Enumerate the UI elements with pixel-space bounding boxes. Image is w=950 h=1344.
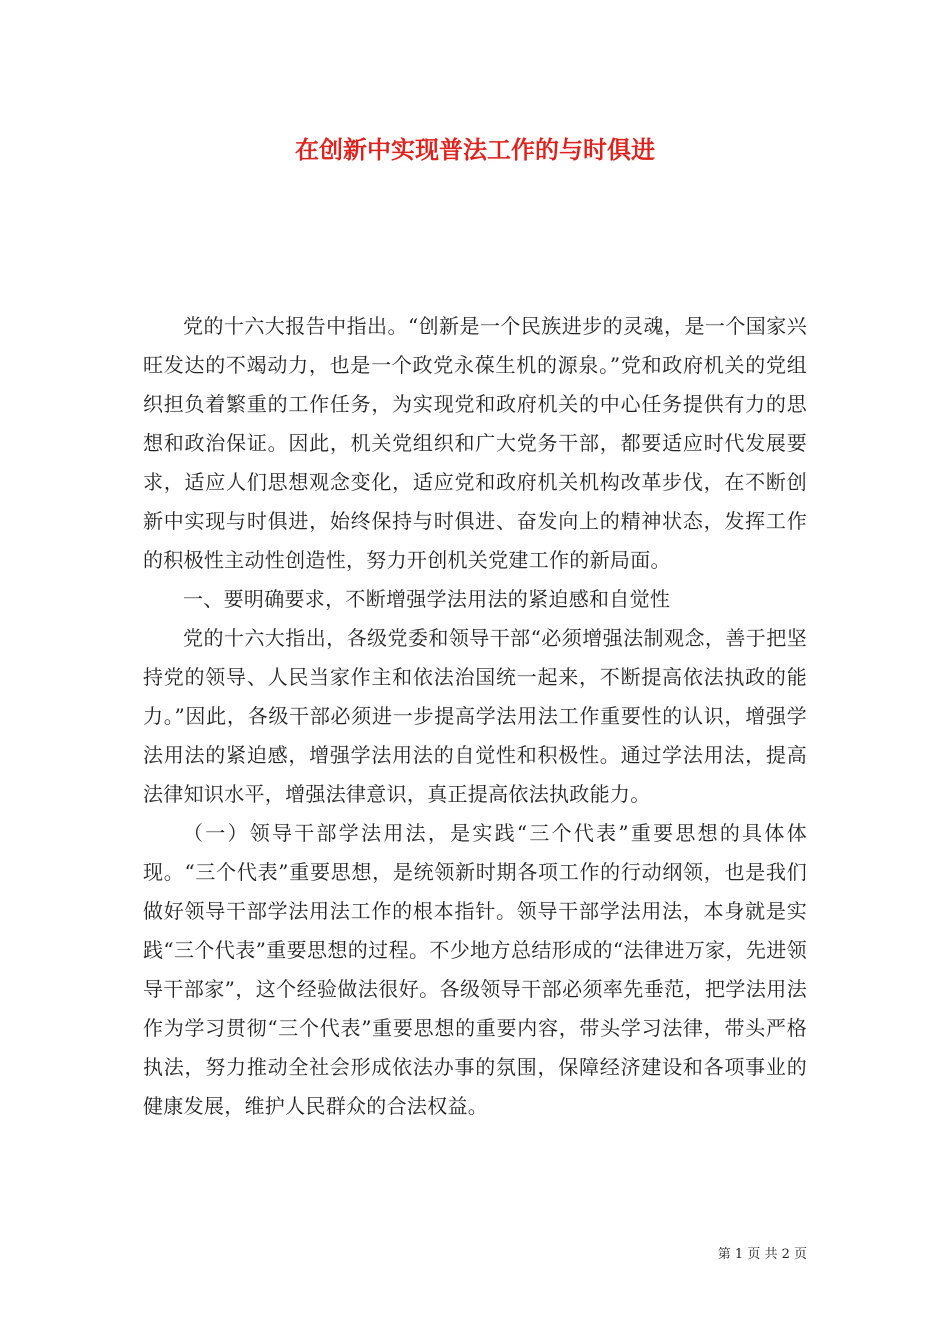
section-heading-1: 一、要明确要求，不断增强学法用法的紧迫感和自觉性 bbox=[183, 587, 671, 611]
document-body bbox=[143, 307, 807, 1126]
paragraph-intro: 党的十六大报告中指出。“创新是一个民族进步的灵魂，是一个国家兴旺发达的不竭动力，也是一个政党永葆生机的源泉。”党和政府机关的党组织担负着繁重的工作任务，为实现党和政府机关的中心任务提供有力的思想和政治保证。因此，机关党组织和广大党务干部，都要适应时代发展要求，适应人们思想观念变化，适应党和政府机关机构改革步伐，在不断创新中实现与时俱进，始终保持与时俱进、奋发向上的精神状态，发挥工作的积极性主动性创造性，努力开创机关党建工作的新局面。 bbox=[143, 314, 807, 572]
page-number: 第 1 页 共 2 页 bbox=[717, 1247, 807, 1262]
paragraph-section-1: 党的十六大指出，各级党委和领导干部“必须增强法制观念，善于把坚持党的领导、人民当家作主和依法治国统一起来，不断提高依法执政的能力。”因此，各级干部必须进一步提高学法用法工作重要性的认识，增强学法用法的紧迫感，增强学法用法的自觉性和积极性。通过学法用法，提高法律知识水平，增强法律意识，真正提高依法执政能力。 bbox=[143, 626, 807, 806]
document-title: 在创新中实现普法工作的与时俱进 bbox=[295, 135, 655, 164]
paragraph-subsection-1: （一）领导干部学法用法，是实践“三个代表”重要思想的具体体现。“三个代表”重要思想，是统领新时期各项工作的行动纲领，也是我们做好领导干部学法用法工作的根本指针。领导干部学法用法，本身就是实践“三个代表”重要思想的过程。不少地方总结形成的“法律进万家，先进领导干部家”，这个经验做法很好。各级领导干部必须率先垂范，把学法用法作为学习贯彻“三个代表”重要思想的重要内容，带头学习法律，带头严格执法，努力推动全社会形成依法办事的氛围，保障经济建设和各项事业的健康发展，维护人民群众的合法权益。 bbox=[143, 821, 807, 1118]
